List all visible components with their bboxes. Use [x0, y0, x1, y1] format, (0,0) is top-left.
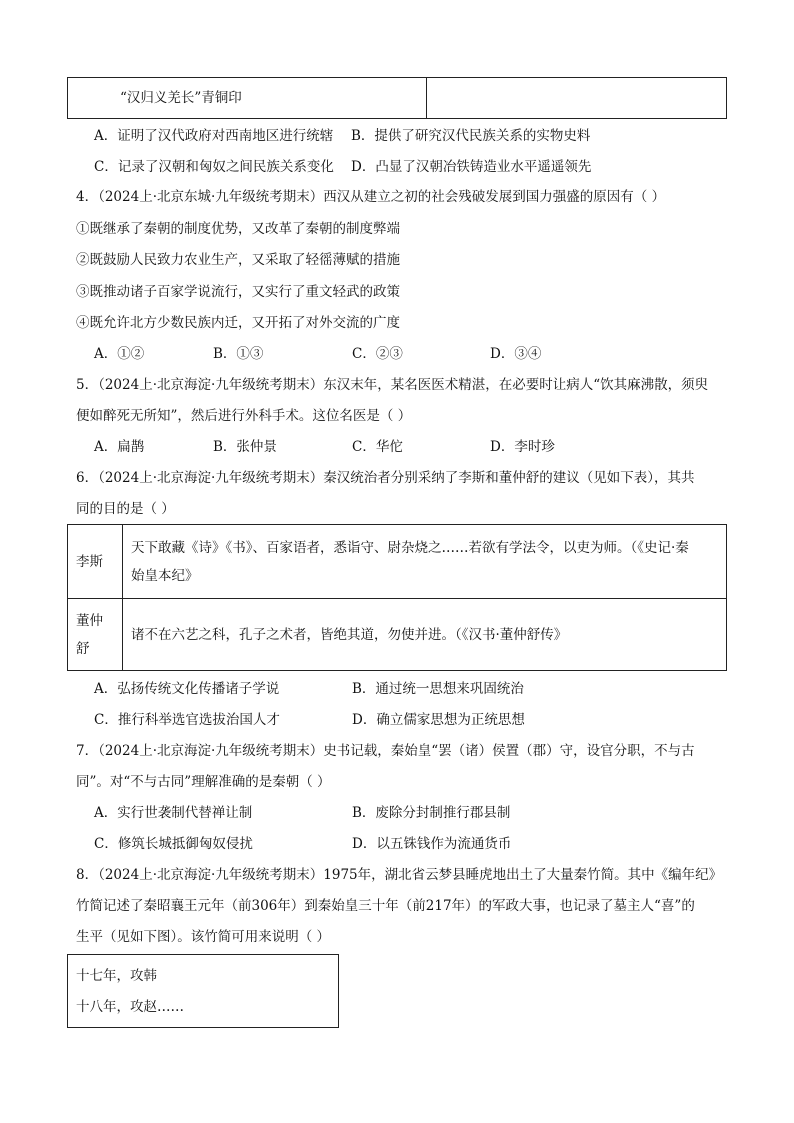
q6-row-name-dong: [68, 599, 123, 671]
bamboo-slip-line1: 十七年，攻韩: [76, 968, 157, 984]
seal-name-cell: [68, 78, 427, 119]
q4-stem: 4．（2024上·北京东城·九年级统考期末）西汉从建立之初的社会残破发展到国力强盛的原因有（ ）: [76, 189, 666, 205]
bamboo-slip-line2: 十八年，攻赵……: [76, 999, 184, 1015]
q7-option-d[interactable]: D．以五铢钱作为流通货币: [352, 836, 512, 852]
bamboo-slip-excerpt-box: [67, 954, 339, 1028]
q4-option-b[interactable]: B．①③: [213, 346, 264, 362]
q4-option-d[interactable]: D．③④: [490, 346, 542, 362]
q5-option-a[interactable]: A．扁鹊: [94, 439, 145, 455]
q7-stem-line1: 7．（2024上·北京海淀·九年级统考期末）史书记载，秦始皇“罢（诸）侯置（郡）守，设官分职，不与古: [76, 743, 695, 759]
q4-option-a[interactable]: A．①②: [94, 346, 145, 362]
q8-stem-line1: 8．（2024上·北京海淀·九年级统考期末）1975年，湖北省云梦县睡虎地出土了大量秦竹简。其中《编年纪》: [76, 867, 723, 883]
q5-stem-line2: 便如醉死无所知”，然后进行外科手术。这位名医是（ ）: [76, 408, 412, 424]
q5-option-c[interactable]: C．华佗: [352, 439, 403, 455]
q8-stem-line3: 生平（见如下图）。该竹简可用来说明（ ）: [76, 929, 331, 945]
q6-source-table: [67, 524, 727, 671]
empty-cell: [427, 78, 727, 119]
q6-option-b[interactable]: B．通过统一思想来巩固统治: [352, 681, 524, 697]
q3-option-c[interactable]: C．记录了汉朝和匈奴之间民族关系变化: [94, 159, 334, 175]
q5-option-b[interactable]: B．张仲景: [213, 439, 277, 455]
q6-option-c[interactable]: C．推行科举选官选拔治国人才: [94, 712, 280, 728]
q6-lisi-line1: 天下敢藏《诗》《书》、百家语者，悉诣守、尉杂烧之……若欲有学法令，以吏为师。（《史记·秦: [131, 539, 689, 556]
q6-stem-line2: 同的目的是（ ）: [76, 501, 175, 517]
q7-option-a[interactable]: A．实行世袭制代替禅让制: [94, 805, 253, 821]
q6-option-d[interactable]: D．确立儒家思想为正统思想: [352, 712, 525, 728]
q6-stem-line1: 6．（2024上·北京海淀·九年级统考期末）秦汉统治者分别采纳了李斯和董仲舒的建议（见如下表），其共: [76, 470, 695, 486]
q4-item-1: ①既继承了秦朝的制度优势，又改革了秦朝的制度弊端: [76, 221, 400, 237]
q4-item-2: ②既鼓励人民致力农业生产，又采取了轻徭薄赋的措施: [76, 252, 400, 268]
q6-row-text-dong: 诸不在六艺之科，孔子之术者，皆绝其道，勿使并进。（《汉书·董仲舒传》: [123, 599, 727, 671]
q5-option-d[interactable]: D．李时珍: [490, 439, 555, 455]
q4-option-c[interactable]: C．②③: [352, 346, 403, 362]
q6-row-name-lisi: 李斯: [68, 525, 123, 599]
q3-option-d[interactable]: D．凸显了汉朝冶铁铸造业水平遥遥领先: [351, 159, 592, 175]
q7-stem-line2: 同”。对“不与古同”理解准确的是秦朝（ ）: [76, 774, 331, 790]
q8-stem-line2: 竹简记述了秦昭襄王元年（前306年）到秦始皇三十年（前217年）的军政大事，也记录了墓主人“喜”的: [76, 898, 695, 914]
seal-name: “汉归义羌长”青铜印: [120, 90, 242, 106]
q3-option-b[interactable]: B．提供了研究汉代民族关系的实物史料: [351, 128, 591, 144]
q4-item-4: ④既允许北方少数民族内迁，又开拓了对外交流的广度: [76, 315, 400, 331]
q6-dong-name-line1: 董仲: [76, 612, 103, 629]
q6-dong-name-line2: 舒: [76, 640, 90, 657]
q6-lisi-line2: 始皇本纪》: [131, 567, 199, 584]
q5-stem-line1: 5．（2024上·北京海淀·九年级统考期末）东汉末年，某名医医术精湛，在必要时让病人“饮其麻沸散，须臾: [76, 377, 709, 393]
q6-option-a[interactable]: A．弘扬传统文化传播诸子学说: [94, 681, 280, 697]
seal-table: [67, 77, 727, 119]
q7-option-b[interactable]: B．废除分封制推行郡县制: [352, 805, 511, 821]
q6-row-text-lisi: [123, 525, 727, 599]
q4-item-3: ③既推动诸子百家学说流行，又实行了重文轻武的政策: [76, 284, 400, 300]
q3-option-a[interactable]: A．证明了汉代政府对西南地区进行统辖: [94, 128, 334, 144]
q7-option-c[interactable]: C．修筑长城抵御匈奴侵扰: [94, 836, 253, 852]
